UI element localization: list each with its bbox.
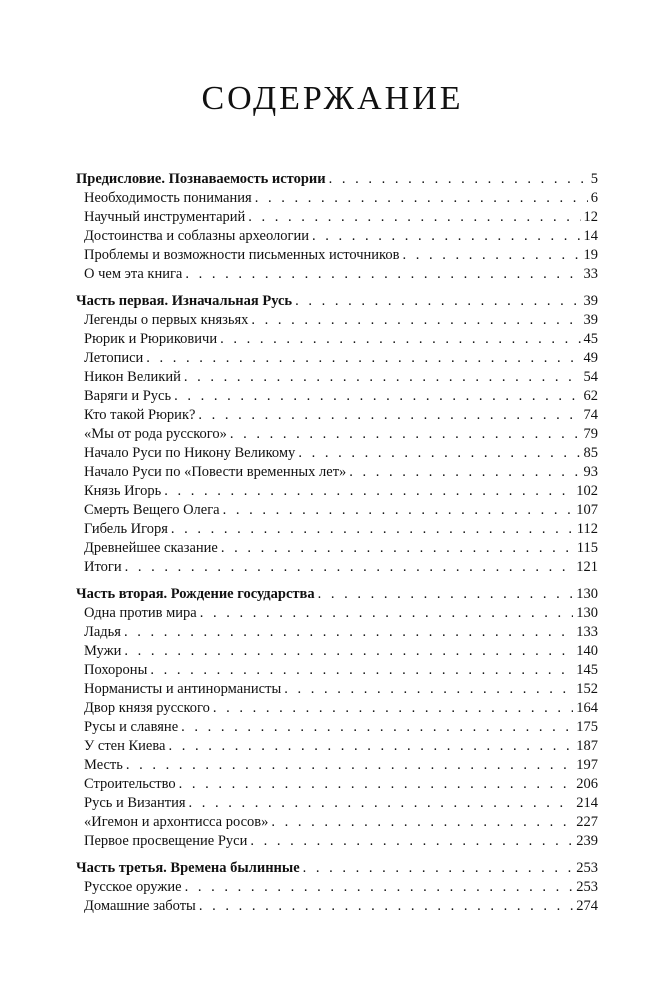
toc-entry <box>76 794 598 813</box>
toc-page-number: 227 <box>576 814 598 830</box>
toc-entry-title: Первое просвещение Руси <box>84 833 248 849</box>
toc-entry <box>76 311 598 330</box>
toc-entry-title: Летописи <box>84 350 144 366</box>
toc-entry-title: Русы и славяне <box>84 719 179 735</box>
toc-page-number: 39 <box>583 293 598 309</box>
toc-entry <box>76 813 598 832</box>
dot-leader <box>124 623 573 642</box>
toc-entry-title: Похороны <box>84 662 148 678</box>
toc-entry <box>76 737 598 756</box>
toc-entry-title: Необходимость понимания <box>84 190 252 206</box>
toc-part-heading <box>76 585 598 604</box>
toc-entry-title: Достоинства и соблазны археологии <box>84 228 309 244</box>
toc-entry-title: Рюрик и Рюриковичи <box>84 331 218 347</box>
dot-leader <box>199 897 573 916</box>
toc-entry <box>76 482 598 501</box>
toc-page-number: 54 <box>583 369 598 385</box>
toc-entry <box>76 520 598 539</box>
toc-entry <box>76 642 598 661</box>
toc-part-heading <box>76 170 598 189</box>
dot-leader <box>168 737 573 756</box>
table-of-contents <box>76 170 598 924</box>
toc-entry <box>76 246 598 265</box>
toc-entry-title: Гибель Игоря <box>84 521 168 537</box>
dot-leader <box>164 482 573 501</box>
toc-page-number: 175 <box>576 719 598 735</box>
toc-page-number: 93 <box>583 464 598 480</box>
dot-leader <box>248 208 580 227</box>
dot-leader <box>185 878 574 897</box>
toc-page-number: 107 <box>576 502 598 518</box>
toc-page-number: 102 <box>576 483 598 499</box>
dot-leader <box>198 406 580 425</box>
toc-entry <box>76 623 598 642</box>
toc-page-number: 133 <box>576 624 598 640</box>
toc-entry-title: Месть <box>84 757 123 773</box>
toc-page-number: 112 <box>576 521 598 537</box>
toc-page-number: 253 <box>576 860 598 876</box>
toc-entry <box>76 878 598 897</box>
toc-entry-title: Начало Руси по Никону Великому <box>84 445 296 461</box>
toc-page-number: 49 <box>583 350 598 366</box>
toc-entry-title: О чем эта книга <box>84 266 183 282</box>
toc-entry <box>76 330 598 349</box>
dot-leader <box>349 463 580 482</box>
dot-leader <box>329 170 588 189</box>
toc-entry-title: Никон Великий <box>84 369 181 385</box>
toc-entry <box>76 604 598 623</box>
toc-page-number: 79 <box>583 426 598 442</box>
toc-page-number: 130 <box>576 586 598 602</box>
toc-entry <box>76 444 598 463</box>
toc-entry <box>76 832 598 851</box>
toc-part <box>76 585 598 851</box>
toc-entry-title: Русское оружие <box>84 879 182 895</box>
dot-leader <box>250 832 573 851</box>
dot-leader <box>221 539 574 558</box>
toc-entry-title: Часть вторая. Рождение государства <box>76 586 315 602</box>
toc-page-number: 140 <box>576 643 598 659</box>
dot-leader <box>220 330 580 349</box>
toc-entry-title: Предисловие. Познаваемость истории <box>76 171 326 187</box>
toc-entry-title: У стен Киева <box>84 738 166 754</box>
dot-leader <box>150 661 573 680</box>
dot-leader <box>213 699 573 718</box>
dot-leader <box>200 604 574 623</box>
toc-entry <box>76 189 598 208</box>
toc-entry <box>76 558 598 577</box>
toc-page-number: 5 <box>590 171 598 187</box>
dot-leader <box>126 756 573 775</box>
dot-leader <box>185 265 580 284</box>
toc-entry-title: Варяги и Русь <box>84 388 172 404</box>
dot-leader <box>271 813 573 832</box>
dot-leader <box>284 680 573 699</box>
toc-entry <box>76 897 598 916</box>
toc-entry <box>76 539 598 558</box>
toc-part <box>76 859 598 916</box>
toc-entry <box>76 699 598 718</box>
dot-leader <box>295 292 580 311</box>
toc-entry-title: Часть первая. Изначальная Русь <box>76 293 293 309</box>
dot-leader <box>184 368 581 387</box>
toc-entry <box>76 680 598 699</box>
dot-leader <box>171 520 574 539</box>
toc-entry <box>76 756 598 775</box>
toc-page-number: 206 <box>576 776 598 792</box>
toc-page-number: 14 <box>583 228 598 244</box>
toc-entry <box>76 661 598 680</box>
toc-page-number: 187 <box>576 738 598 754</box>
toc-entry-title: Проблемы и возможности письменных источников <box>84 247 400 263</box>
dot-leader <box>223 501 574 520</box>
toc-page-number: 39 <box>583 312 598 328</box>
toc-page-number: 253 <box>576 879 598 895</box>
toc-entry-title: Мужи <box>84 643 122 659</box>
toc-entry-title: Часть третья. Времена былинные <box>76 860 300 876</box>
toc-entry <box>76 775 598 794</box>
toc-entry <box>76 227 598 246</box>
toc-entry-title: Древнейшее сказание <box>84 540 218 556</box>
toc-page-number: 115 <box>576 540 598 556</box>
toc-entry <box>76 718 598 737</box>
toc-page-number: 74 <box>583 407 598 423</box>
dot-leader <box>189 794 574 813</box>
toc-entry-title: Кто такой Рюрик? <box>84 407 196 423</box>
toc-page-number: 85 <box>583 445 598 461</box>
dot-leader <box>181 718 573 737</box>
toc-entry-title: Начало Руси по «Повести временных лет» <box>84 464 347 480</box>
dot-leader <box>312 227 581 246</box>
dot-leader <box>255 189 588 208</box>
toc-entry-title: Смерть Вещего Олега <box>84 502 220 518</box>
toc-part-heading <box>76 292 598 311</box>
toc-entry <box>76 208 598 227</box>
toc-entry-title: Итоги <box>84 559 122 575</box>
toc-entry <box>76 265 598 284</box>
toc-page-number: 121 <box>576 559 598 575</box>
toc-entry <box>76 406 598 425</box>
dot-leader <box>298 444 580 463</box>
dot-leader <box>174 387 580 406</box>
toc-page-number: 214 <box>576 795 598 811</box>
toc-entry-title: Легенды о первых князьях <box>84 312 249 328</box>
toc-entry <box>76 349 598 368</box>
toc-entry-title: «Игемон и архонтисса росов» <box>84 814 269 830</box>
dot-leader <box>124 642 573 661</box>
toc-entry-title: Ладья <box>84 624 121 640</box>
dot-leader <box>125 558 574 577</box>
page-title: СОДЕРЖАНИЕ <box>201 80 464 117</box>
toc-page-number: 33 <box>583 266 598 282</box>
dot-leader <box>318 585 574 604</box>
toc-page-number: 45 <box>583 331 598 347</box>
toc-part <box>76 292 598 577</box>
toc-entry-title: Князь Игорь <box>84 483 162 499</box>
toc-page-number: 274 <box>576 898 598 914</box>
toc-entry-title: «Мы от рода русского» <box>84 426 227 442</box>
dot-leader <box>402 246 580 265</box>
toc-page-number: 130 <box>576 605 598 621</box>
toc-entry <box>76 368 598 387</box>
toc-entry-title: Научный инструментарий <box>84 209 246 225</box>
toc-entry-title: Двор князя русского <box>84 700 210 716</box>
dot-leader <box>303 859 574 878</box>
toc-page-number: 145 <box>576 662 598 678</box>
toc-page-number: 12 <box>583 209 598 225</box>
toc-entry <box>76 463 598 482</box>
dot-leader <box>146 349 580 368</box>
toc-entry-title: Норманисты и антинорманисты <box>84 681 282 697</box>
toc-entry <box>76 425 598 444</box>
dot-leader <box>251 311 580 330</box>
toc-page-number: 6 <box>590 190 598 206</box>
toc-page-number: 164 <box>576 700 598 716</box>
toc-page-number: 19 <box>583 247 598 263</box>
toc-part-heading <box>76 859 598 878</box>
toc-entry-title: Домашние заботы <box>84 898 196 914</box>
toc-part <box>76 170 598 284</box>
toc-page-number: 62 <box>583 388 598 404</box>
toc-entry <box>76 387 598 406</box>
toc-page-number: 152 <box>576 681 598 697</box>
dot-leader <box>230 425 581 444</box>
toc-page-number: 239 <box>576 833 598 849</box>
toc-entry-title: Строительство <box>84 776 176 792</box>
toc-entry-title: Русь и Византия <box>84 795 186 811</box>
toc-entry-title: Одна против мира <box>84 605 197 621</box>
toc-entry <box>76 501 598 520</box>
dot-leader <box>179 775 574 794</box>
toc-page-number: 197 <box>576 757 598 773</box>
